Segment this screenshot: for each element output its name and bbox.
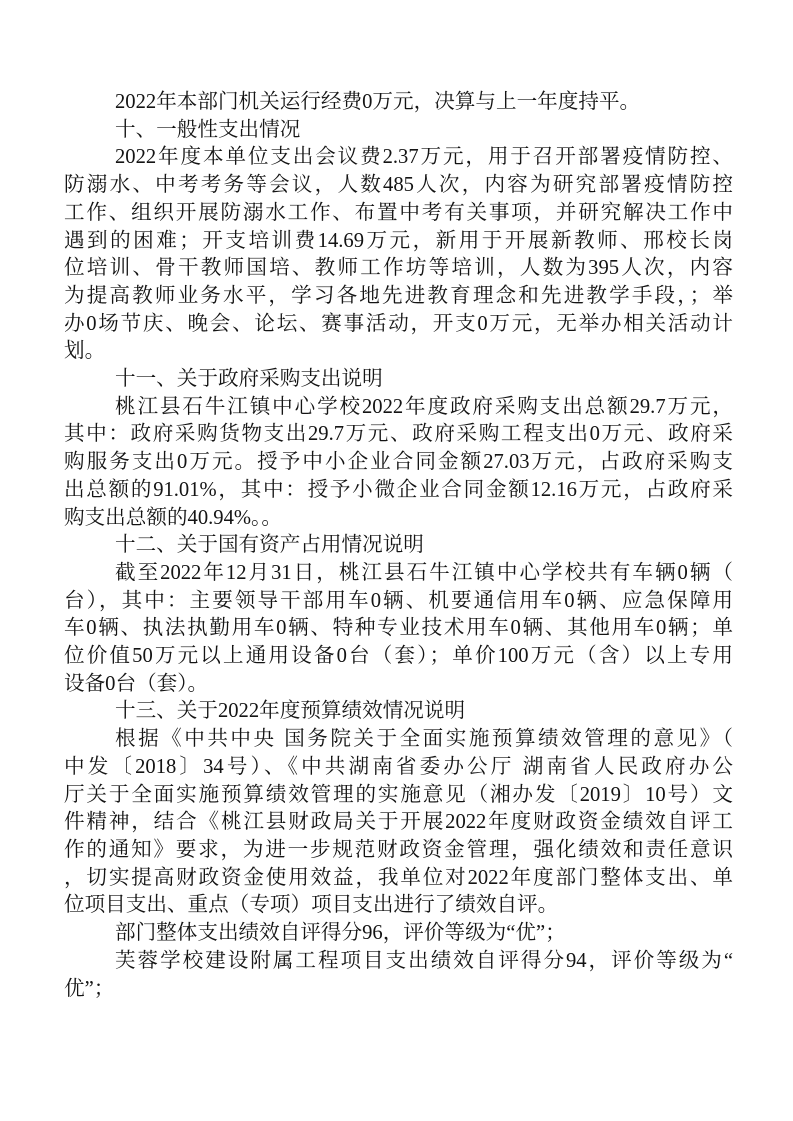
text-line: 部门整体支出绩效自评得分96，评价等级为“优”； bbox=[115, 922, 566, 945]
text-line: 优”； bbox=[64, 977, 115, 1000]
text-line: 中发〔2018〕34号）、《中共湖南省委办公厅 湖南省人民政府办公 bbox=[64, 755, 733, 778]
text-line: 2022年度本单位支出会议费2.37万元，用于召开部署疫情防控、 bbox=[115, 146, 733, 169]
text-line: 桃江县石牛江镇中心学校2022年度政府采购支出总额29.7万元， bbox=[115, 395, 733, 418]
text-line: 位价值50万元以上通用设备0台（套）；单价100万元（含）以上专用 bbox=[64, 645, 733, 668]
text-line: 位培训、骨干教师国培、教师工作坊等培训，人数为395人次，内容 bbox=[64, 257, 733, 280]
text-line: 车0辆、执法执勤用车0辆、特种专业技术用车0辆、其他用车0辆；单 bbox=[64, 617, 733, 640]
text-line: 购服务支出0万元。授予中小企业合同金额27.03万元，占政府采购支 bbox=[64, 451, 733, 474]
text-line: 遇到的困难；开支培训费14.69万元，新用于开展新教师、邢校长岗 bbox=[64, 229, 733, 252]
text-line: 购支出总额的40.94%。。 bbox=[64, 506, 282, 529]
text-line: 设备0台（套）。 bbox=[64, 672, 209, 695]
text-line: 芙蓉学校建设附属工程项目支出绩效自评得分94，评价等级为“ bbox=[115, 949, 733, 972]
text-line: ，切实提高财政资金使用效益，我单位对2022年度部门整体支出、单 bbox=[64, 866, 733, 889]
text-line: 截至2022年12月31日，桃江县石牛江镇中心学校共有车辆0辆（ bbox=[115, 561, 733, 584]
section-heading-13: 十三、关于2022年度预算绩效情况说明 bbox=[115, 700, 466, 723]
text-line: 工作、组织开展防溺水工作、布置中考有关事项，并研究解决工作中 bbox=[64, 201, 733, 224]
text-line: 办0场节庆、晚会、论坛、赛事活动，开支0万元，无举办相关活动计 bbox=[64, 312, 733, 335]
text-line: 件精神，结合《桃江县财政局关于开展2022年度财政资金绩效自评工 bbox=[64, 811, 733, 834]
section-heading-11: 十一、关于政府采购支出说明 bbox=[115, 368, 383, 391]
text-line: 台），其中：主要领导干部用车0辆、机要通信用车0辆、应急保障用 bbox=[64, 589, 733, 612]
text-line: 划。 bbox=[64, 340, 106, 363]
text-line: 防溺水、中考考务等会议，人数485人次，内容为研究部署疫情防控 bbox=[64, 174, 733, 197]
text-line: 出总额的91.01%，其中：授予小微企业合同金额12.16万元，占政府采 bbox=[64, 478, 733, 501]
text-line: 其中：政府采购货物支出29.7万元、政府采购工程支出0万元、政府采 bbox=[64, 423, 733, 446]
section-heading-10: 十、一般性支出情况 bbox=[115, 118, 301, 141]
section-heading-12: 十二、关于国有资产占用情况说明 bbox=[115, 534, 424, 557]
text-line: 2022年本部门机关运行经费0万元，决算与上一年度持平。 bbox=[115, 91, 641, 113]
text-line: 根据《中共中央 国务院关于全面实施预算绩效管理的意见》（ bbox=[115, 728, 733, 751]
text-line: 位项目支出、重点（专项）项目支出进行了绩效自评。 bbox=[64, 894, 559, 917]
text-line: 为提高教师业务水平，学习各地先进教育理念和先进教学手段，；举 bbox=[64, 284, 733, 307]
text-line: 作的通知》要求，为进一步规范财政资金管理，强化绩效和责任意识 bbox=[64, 838, 733, 861]
text-line: 厅关于全面实施预算绩效管理的实施意见（湘办发〔2019〕10号）文 bbox=[64, 783, 733, 806]
